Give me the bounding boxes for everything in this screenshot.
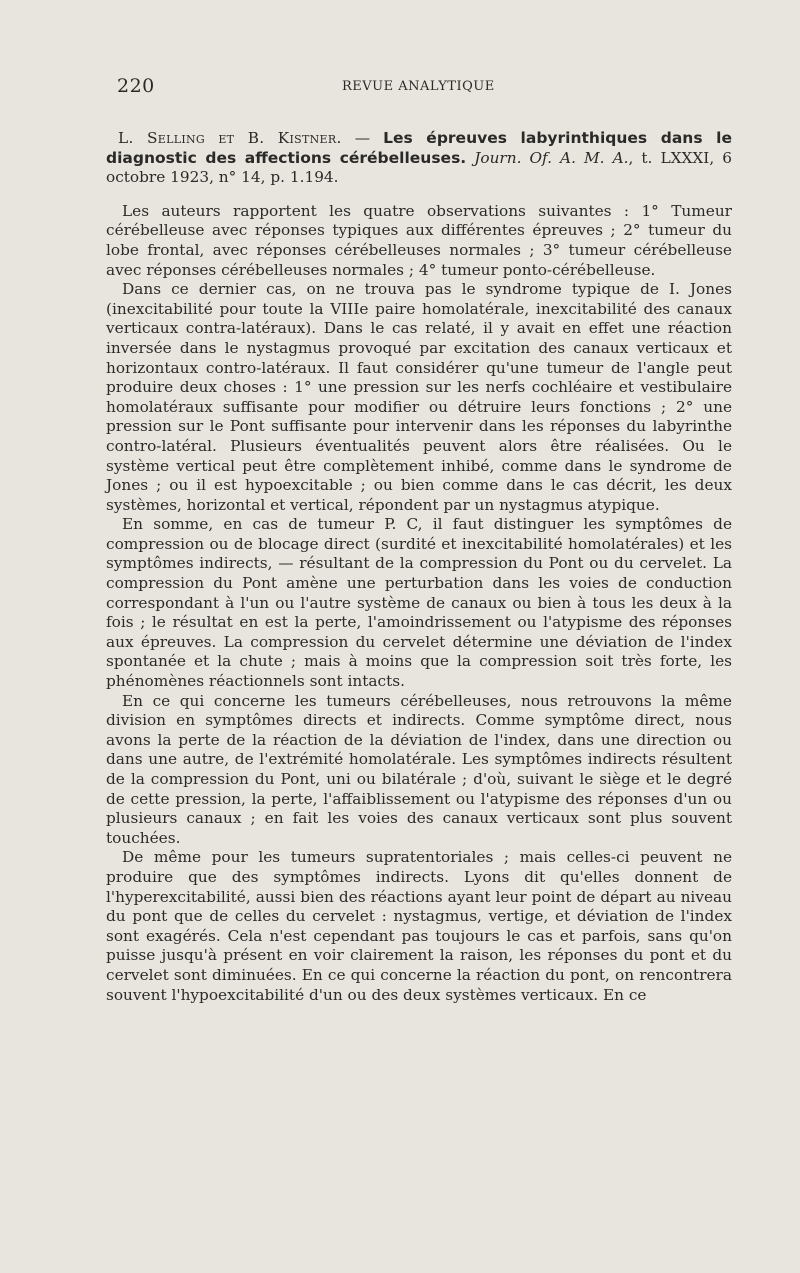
paragraph-observations: Les auteurs rapportent les quatre observations suivantes : 1° Tumeur cérébelleuse avec réponses typiques aux différentes épreuves ; 2° tumeur du lobe frontal, avec réponses cérébelleuses normales ; 3° tumeur cérébelleuse avec réponses cérébelleuses normales ; 4° tumeur ponto-cérébelleuse. (106, 201, 732, 279)
running-title: REVUE ANALYTIQUE (342, 79, 495, 94)
paragraph-supratentorial-tumors: De même pour les tumeurs supratentoriales ; mais celles-ci peuvent ne produire que des symptômes indirects. Lyons dit qu'elles donnent de l'hyperexcitabilité, aussi bien des réactions ayant leur point de départ au niveau du pont que de celles du cervelet : nystagmus, vertige, et déviation de l'index sont exagérés. Cela n'est cependant pas toujours le cas et parfois, sans qu'on puisse jusqu'à présent en voir clairement la raison, les réponses du pont et du cervelet sont diminuées. En ce qui concerne la réaction du pont, on rencontrera souvent l'hypoexcitabilité d'un ou des deux systèmes verticaux. En ce (106, 848, 732, 1004)
citation-separator: — (341, 129, 384, 147)
paragraph-summary: En somme, en cas de tumeur P. C, il faut distinguer les symptômes de compression ou de blocage direct (surdité et inexcitabilité homolatérales) et les symptômes indirects, — résultant de la compression du Pont ou du cervelet. La compression du Pont amène une perturbation dans les voies de conduction correspondant à l'un ou l'autre système de canaux ou bien à tous les deux à la fois ; le résultat en est la perte, l'amoindrissement ou l'atypisme des réponses aux épreuves. La compression du cervelet détermine une déviation de l'index spontanée et la chute ; mais à moins que la compression soit très forte, les phénomènes réactionnels sont intacts. (106, 515, 732, 691)
article-title: Les épreuves labyrinthiques dans le diagnostic des affections cérébelleuses. (106, 129, 732, 167)
article-body (106, 129, 732, 1005)
page-number: 220 (117, 75, 155, 97)
citation-journal: Journ. Of. A. M. A. (466, 148, 629, 167)
bibliographic-citation (106, 129, 732, 188)
paragraph-jones-syndrome: Dans ce dernier cas, on ne trouva pas le syndrome typique de I. Jones (inexcitabilité pour toute la VIIIe paire homolatérale, inexcitabilité des canaux verticaux contra-latéraux). Dans le cas relaté, il y avait en effet une réaction inversée dans le nystagmus provoqué par excitation des canaux verticaux et horizontaux contro-latéraux. Il faut considérer qu'une tumeur de l'angle peut produire deux choses : 1° une pression sur les nerfs cochléaire et vestibulaire homolatéraux suffisante pour modifier ou détruire leurs fonctions ; 2° une pression sur le Pont suffisante pour intervenir dans les réponses du labyrinthe contro-latéral. Plusieurs éventualités peuvent alors être réalisées. Ou le système vertical peut être complètement inhibé, comme dans le syndrome de Jones ; ou il est hypoexcitable ; ou bien comme dans le cas décrit, les deux systèmes, horizontal et vertical, répondent par un nystagmus atypique. (106, 280, 732, 514)
citation-details: , t. LXXXI, 6 octobre 1923, n° 14, p. 1.194. (106, 148, 732, 187)
citation-authors: L. Selling et B. Kistner. (118, 129, 342, 147)
paragraph-cerebellar-tumors: En ce qui concerne les tumeurs cérébelleuses, nous retrouvons la même division en symptômes directs et indirects. Comme symptôme direct, nous avons la perte de la réaction de la déviation de l'index, dans une direction ou dans une autre, de l'extrémité homolatérale. Les symptômes indirects résultent de la compression du Pont, uni ou bilatérale ; d'où, suivant le siège et le degré de cette pression, la perte, l'affaiblissement ou l'atypisme des réponses d'un ou plusieurs canaux ; en fait les voies des canaux verticaux sont plus souvent touchées. (106, 691, 732, 847)
